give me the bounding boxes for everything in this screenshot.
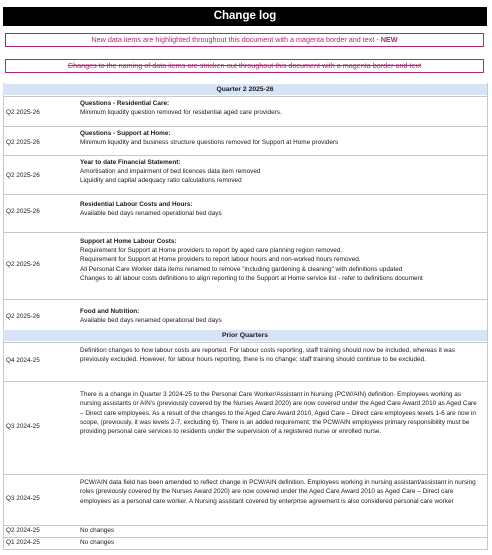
entry-line: Changes to all labour costs definitions to align reporting to the Support at Home service list - refer to definitions document: [80, 274, 423, 282]
change-entry: [80, 307, 485, 325]
row-divider: [3, 96, 487, 97]
entry-heading: Residential Labour Costs and Hours:: [80, 201, 193, 208]
quarter-label: Q2 2025-26: [6, 109, 40, 116]
entry-heading: Questions - Support at Home:: [80, 130, 171, 137]
entry-line: Requirement for Support at Home providers to report by aged care planning region removed.: [80, 247, 343, 255]
quarter-label: Q2 2025-26: [6, 208, 40, 215]
entry-line: Available bed days renamed operational bed days: [80, 210, 222, 218]
entry-line: Minimum liquidity and business structure questions removed for Support at Home providers: [80, 139, 339, 147]
row-divider: [3, 474, 487, 475]
quarter-label: Q2 2025-26: [6, 139, 40, 146]
change-description: No changes: [80, 539, 115, 546]
change-description: Definition changes to how labour costs are reported. For labour costs reporting, staff training should now be included, whereas it was previously excluded. However, for labour hours reporting, there is no change; staff training should continue to be excluded.: [80, 347, 456, 364]
change-description: No changes: [80, 527, 115, 534]
quarter-label: Q3 2024-25: [6, 423, 40, 430]
row-divider: [3, 155, 487, 156]
table-border-left: [3, 83, 4, 550]
quarter-label: Q4 2024-25: [6, 357, 40, 364]
new-tag: NEW: [380, 35, 398, 44]
quarter-label: Q2 2025-26: [6, 313, 40, 320]
entry-line: Minimum liquidity question removed for residential aged care providers.: [80, 109, 282, 117]
change-entry: [80, 129, 485, 147]
page-title: Change log: [3, 7, 487, 26]
quarter-label: Q2 2025-26: [6, 172, 40, 179]
row-divider: [3, 299, 487, 300]
entry-heading: Support at Home Labour Costs:: [80, 238, 177, 245]
row-divider: [3, 126, 487, 127]
change-entry: [80, 237, 485, 283]
quarter-label: Q2 2025-26: [6, 261, 40, 268]
change-entry: [80, 99, 485, 117]
change-entry: [80, 158, 485, 186]
row-divider: [3, 194, 487, 195]
entry-heading: Food and Nutrition:: [80, 308, 140, 315]
table-border-right: [487, 83, 488, 550]
new-legend-text: New data items are highlighted throughout this document with a magenta border and text -: [91, 35, 381, 44]
row-divider: [3, 525, 487, 526]
entry-line: Available bed days renamed operational bed days: [80, 317, 222, 325]
entry-line: Liquidity and capital adequacy ratio calculations removed: [80, 177, 242, 185]
section-header-q2: Quarter 2 2025-26: [3, 84, 487, 95]
renamed-items-legend: Changes to the naming of data items are stricken-out throughout this document with a magenta border and text: [5, 59, 484, 73]
quarter-label: Q3 2024-25: [6, 495, 40, 502]
section-header-prior: Prior Quarters: [3, 330, 487, 341]
row-divider: [3, 381, 487, 382]
entry-line: All Personal Care Worker data items renamed to remove "including gardening & cleaning" with definitions updated: [80, 265, 403, 273]
quarter-label: Q1 2024-25: [6, 539, 40, 546]
entry-line: Requirement for Support at Home providers to report labour hours and non-worked hours removed.: [80, 256, 361, 264]
table-border-bottom: [3, 549, 487, 550]
entry-heading: Questions - Residential Care:: [80, 100, 170, 107]
new-items-legend: [5, 33, 484, 47]
entry-heading: Year to date Financial Statement:: [80, 159, 181, 166]
change-description: PCW/AIN data field has been amended to reflect change in PCW/AIN definition. Employees working in nursing assistant/assistant in nursing roles (previously covered by the Nurses Award 2020) are now covered under the Aged Care Award 2010 as Aged Care – Direct care employees as a personal care worker. A Nursing assistant covered by enterprise agreement is also considered personal care worker: [80, 479, 476, 505]
change-entry: [80, 200, 485, 218]
row-divider: [3, 537, 487, 538]
row-divider: [3, 342, 487, 343]
row-divider: [3, 232, 487, 233]
entry-line: Amortisation and impairment of bed licences data item removed: [80, 168, 261, 176]
quarter-label: Q2 2024-25: [6, 527, 40, 534]
change-description: There is a change in Quarter 3 2024-25 to the Personal Care Worker/Assistant in Nursing (PCW/AIN) definition. Employees working as nursing assistants or AIN's (previously covered by the Nurses Award 2020) are now covered under the Aged Care Award 2010 as Aged Care – Direct care employees. As a result of the changes to the Aged Care Award 2010, Aged Care – Direct care employees levels 1-6 are now in scope, (previously, it was levels 2-7, excluding 6). There is an added requirement; the PCW/AIN employees primary responsibility must be providing personal care services to residents under the supervision of a registered nurse or enrolled nurse.: [80, 391, 477, 436]
